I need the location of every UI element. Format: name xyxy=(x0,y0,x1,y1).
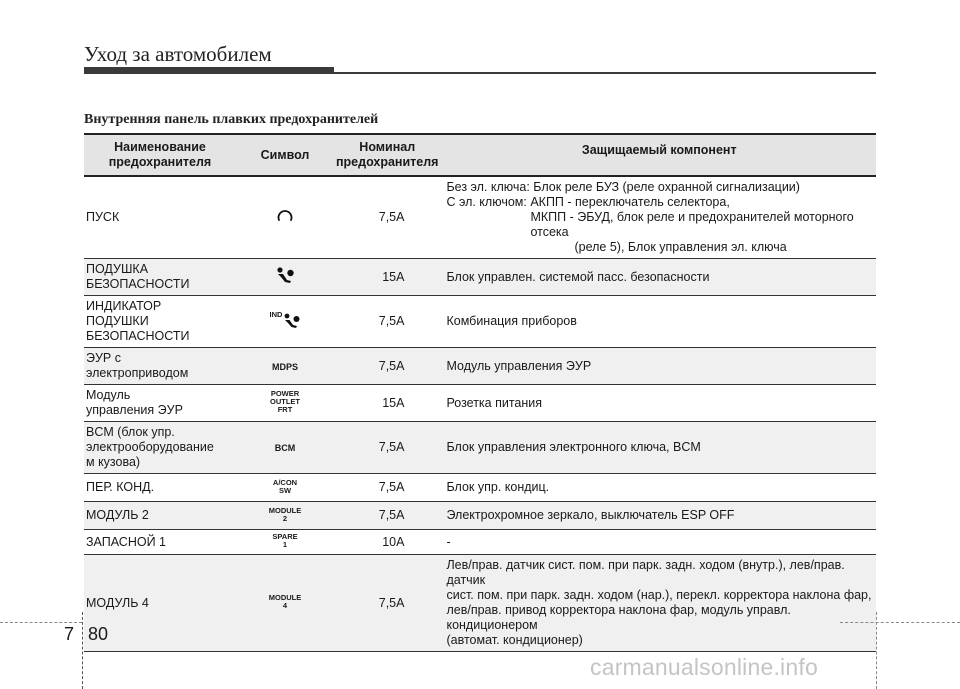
fuse-component xyxy=(442,422,876,474)
fuse-row xyxy=(84,555,876,652)
fuse-name-line: ПУСК xyxy=(86,210,120,224)
fuse-component-line: Комбинация приборов xyxy=(446,314,577,328)
fuse-symbol-text-line: BCM xyxy=(274,443,296,454)
fuse-name-line: БЕЗОПАСНОСТИ xyxy=(86,329,190,343)
fuse-component-line: Электрохромное зеркало, выключатель ESP OFF xyxy=(446,508,735,522)
column-header-component: Защищаемый компонент xyxy=(581,143,737,157)
fuse-row xyxy=(84,176,876,259)
fuse-name xyxy=(84,422,238,474)
fuse-symbol-text-line: OUTLET xyxy=(270,397,300,406)
fuse-symbol-text xyxy=(273,479,297,495)
fuse-symbol-text-line: 1 xyxy=(282,540,288,549)
fuse-component-line: Модуль управления ЭУР xyxy=(446,358,592,373)
fuse-table-header xyxy=(84,134,876,176)
fuse-name xyxy=(84,502,238,530)
fuse-symbol-graphic xyxy=(270,311,301,333)
fuse-component-line: МКПП - ЭБУД, блок реле и предохранителей моторного отсека xyxy=(530,210,854,239)
fuse-symbol xyxy=(238,530,332,555)
fuse-symbol-graphic xyxy=(269,594,302,612)
fuse-symbol xyxy=(238,385,332,422)
fuse-symbol-text-line: FRT xyxy=(277,405,293,414)
fuse-component xyxy=(442,530,876,555)
fuse-name-line: ПОДУШКА xyxy=(86,262,149,276)
fuse-component-line: Лев/прав. датчик сист. пом. при парк. задн. ходом (внутр.), лев/прав. датчик xyxy=(446,558,845,587)
footer-divider xyxy=(82,612,83,689)
fuse-name-line: м кузова) xyxy=(86,455,141,469)
section-title: Внутренняя панель плавких предохранителей xyxy=(84,112,379,127)
fuse-name xyxy=(84,259,238,296)
fuse-rating: 7,5А xyxy=(378,210,405,224)
fuse-name-line: МОДУЛЬ 4 xyxy=(86,595,149,610)
fuse-rating: 7,5А xyxy=(378,358,405,373)
fuse-name-line: БЕЗОПАСНОСТИ xyxy=(86,277,190,291)
fuse-component-line: (автомат. кондиционер) xyxy=(446,633,583,647)
fuse-component xyxy=(442,348,876,385)
fuse-row xyxy=(84,385,876,422)
fuse-row xyxy=(84,422,876,474)
fuse-name-line: Модуль xyxy=(86,388,131,402)
fuse-name-line: ИНДИКАТОР xyxy=(86,299,162,313)
fuse-symbol xyxy=(238,422,332,474)
page-number: 80 xyxy=(88,624,109,644)
fuse-component-line: лев/прав. привод корректора наклона фар, модуль управл. кондиционером xyxy=(446,603,791,632)
fuse-symbol-text-line: SPARE xyxy=(272,532,298,541)
fuse-name xyxy=(84,385,238,422)
fuse-table-body xyxy=(84,176,876,652)
fuse-name-line: ЭУР с xyxy=(86,351,121,365)
fuse-symbol-text xyxy=(272,363,298,371)
fuse-symbol-text-line: POWER xyxy=(270,389,300,398)
fuse-symbol xyxy=(238,348,332,385)
fuse-symbol-text xyxy=(270,390,300,414)
fuse-rating: 15А xyxy=(382,395,405,410)
fuse-name-line: электрооборудование xyxy=(86,440,214,454)
fuse-symbol xyxy=(238,474,332,502)
fuse-component xyxy=(442,296,876,348)
airbag-indicator-icon xyxy=(278,311,300,333)
fuse-rating: 7,5А xyxy=(378,314,405,328)
fuse-symbol xyxy=(238,502,332,530)
fuse-rating: 10А xyxy=(382,534,405,549)
fuse-name-line: ЗАПАСНОЙ 1 xyxy=(86,534,166,549)
fuse-symbol-text xyxy=(272,533,297,549)
fuse-symbol-graphic xyxy=(275,440,296,455)
fuse-symbol-graphic xyxy=(276,209,294,227)
fuse-component-line: Без эл. ключа: Блок реле БУЗ (реле охранной сигнализации) xyxy=(446,180,800,194)
fuse-symbol-text-line: SW xyxy=(278,485,292,495)
fuse-name-line: ПОДУШКИ xyxy=(86,314,149,328)
fuse-name-line: BCM (блок упр. xyxy=(86,425,175,439)
footer-guide-vertical xyxy=(876,612,877,689)
fuse-rating: 7,5А xyxy=(378,595,405,610)
fuse-symbol xyxy=(238,259,332,296)
fuse-row xyxy=(84,296,876,348)
fuse-component-line: Блок управлен. системой пасс. безопасности xyxy=(446,269,710,284)
fuse-symbol-text xyxy=(275,444,296,452)
fuse-symbol-text xyxy=(269,594,302,610)
fuse-row xyxy=(84,259,876,296)
fuse-component xyxy=(442,555,876,652)
page-header-title: Уход за автомобилем xyxy=(84,42,272,66)
fuse-component-line: Блок упр. кондиц. xyxy=(446,480,550,494)
column-header-name: Наименование предохранителя xyxy=(108,140,212,169)
fuse-symbol-text-line: A/CON xyxy=(272,477,298,487)
fuse-name xyxy=(84,474,238,502)
key-ignition-icon xyxy=(276,209,294,227)
fuse-component-line: (реле 5), Блок управления эл. ключа xyxy=(574,240,787,254)
fuse-row xyxy=(84,502,876,530)
fuse-symbol-text-line: MDPS xyxy=(271,361,298,372)
fuse-symbol-graphic xyxy=(269,507,302,525)
fuse-name xyxy=(84,296,238,348)
fuse-rating: 7,5А xyxy=(378,480,405,494)
fuse-name xyxy=(84,530,238,555)
fuse-component xyxy=(442,385,876,422)
fuse-component xyxy=(442,474,876,502)
fuse-component-line: Розетка питания xyxy=(446,395,543,410)
fuse-name-line: управления ЭУР xyxy=(86,403,183,417)
column-header-symbol: Символ xyxy=(260,147,310,162)
fuse-component xyxy=(442,259,876,296)
footer-guide-right xyxy=(840,622,960,623)
fuse-symbol xyxy=(238,176,332,259)
header-rule xyxy=(84,72,876,74)
fuse-symbol-text-line: MODULE xyxy=(268,593,302,602)
fuse-symbol-graphic xyxy=(272,359,298,374)
chapter-number: 7 xyxy=(64,624,75,644)
fuse-symbol xyxy=(238,555,332,652)
fuse-symbol-graphic xyxy=(273,479,297,497)
fuse-rating: 7,5А xyxy=(378,440,405,454)
fuse-rating: 7,5А xyxy=(378,508,405,522)
fuse-symbol-graphic xyxy=(272,533,297,551)
fuse-row xyxy=(84,348,876,385)
fuse-symbol-text: IND xyxy=(269,309,283,319)
fuse-symbol-graphic xyxy=(270,390,300,416)
watermark: carmanualsonline.info xyxy=(590,654,818,680)
fuse-name xyxy=(84,176,238,259)
fuse-component xyxy=(442,502,876,530)
fuse-component-line: сист. пом. при парк. задн. ходом (нар.), перекл. корректора наклона фар, xyxy=(446,588,872,602)
fuse-table xyxy=(84,133,876,652)
fuse-component xyxy=(442,176,876,259)
fuse-component-line: Блок управления электронного ключа, BCM xyxy=(446,440,701,454)
fuse-rating: 15А xyxy=(382,269,405,284)
fuse-component-line: - xyxy=(446,534,451,549)
fuse-name xyxy=(84,348,238,385)
column-header-nominal: Номинал предохранителя xyxy=(336,140,439,169)
footer-guide-left xyxy=(0,622,82,623)
fuse-row xyxy=(84,530,876,555)
fuse-row xyxy=(84,474,876,502)
fuse-symbol xyxy=(238,296,332,348)
fuse-name-line: электроприводом xyxy=(86,366,189,380)
fuse-component-line: С эл. ключом: АКПП - переключатель селектора, xyxy=(446,195,730,209)
fuse-name-line: МОДУЛЬ 2 xyxy=(86,508,149,522)
fuse-symbol-text-line: MODULE xyxy=(268,505,302,515)
airbag-icon xyxy=(274,266,296,288)
fuse-symbol-text-line: 4 xyxy=(282,601,288,610)
fuse-symbol-text-line: 2 xyxy=(282,513,288,523)
fuse-symbol-graphic xyxy=(274,266,296,288)
fuse-symbol-text xyxy=(269,507,302,523)
fuse-name-line: ПЕР. КОНД. xyxy=(86,480,155,494)
table-header-row xyxy=(84,134,876,176)
